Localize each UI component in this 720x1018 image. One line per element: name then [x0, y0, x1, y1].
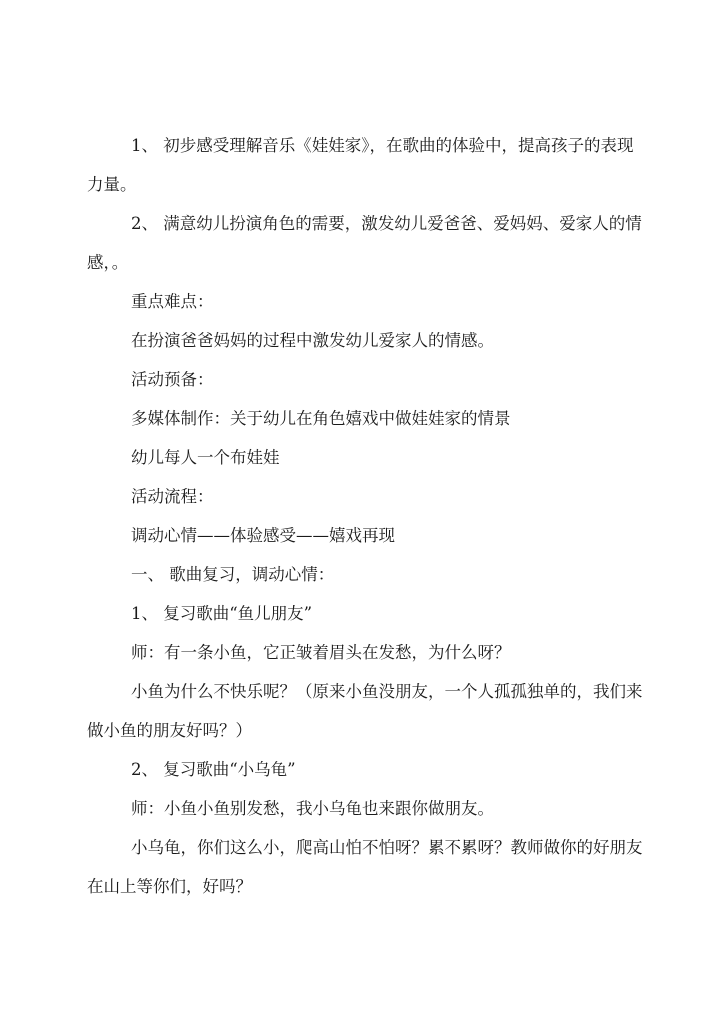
paragraph-doll: 幼儿每人一个布娃娃 [131, 448, 280, 467]
paragraph-turtle-question: 小乌龟，你们这么小，爬高山怕不怕呀？累不累呀？教师做你的好朋友在山上等你们，好吗？ [87, 838, 643, 896]
paragraph-key-points: 在扮演爸爸妈妈的过程中激发幼儿爱家人的情感。 [131, 331, 494, 350]
heading-preparation: 活动预备： [131, 370, 214, 389]
heading-key-points: 重点难点： [131, 292, 214, 311]
paragraph-teacher-1: 师：有一条小鱼，它正皱着眉头在发愁，为什么呀？ [131, 643, 511, 662]
heading-process: 活动流程： [131, 487, 214, 506]
heading-section-1: 一、 歌曲复习，调动心情： [131, 565, 335, 584]
paragraph-process-flow: 调动心情——体验感受——嬉戏再现 [131, 526, 395, 545]
paragraph-teacher-2: 师：小鱼小鱼别发愁，我小乌龟也来跟你做朋友。 [131, 799, 494, 818]
paragraph-multimedia: 多媒体制作：关于幼儿在角色嬉戏中做娃娃家的情景 [131, 409, 511, 428]
paragraph-review-song-2: 2、 复习歌曲“小乌龟” [131, 760, 296, 779]
paragraph-fish-question: 小鱼为什么不快乐呢？（原来小鱼没朋友，一个人孤孤独单的，我们来做小鱼的朋友好吗？） [87, 682, 643, 740]
paragraph-objective-1: 1、 初步感受理解音乐《娃娃家》，在歌曲的体验中，提高孩子的表现力量。 [87, 136, 634, 194]
paragraph-objective-2: 2、 满意幼儿扮演角色的需要，激发幼儿爱爸爸、爱妈妈、爱家人的情感，。 [87, 214, 642, 272]
paragraph-review-song-1: 1、 复习歌曲“鱼儿朋友” [131, 604, 313, 623]
